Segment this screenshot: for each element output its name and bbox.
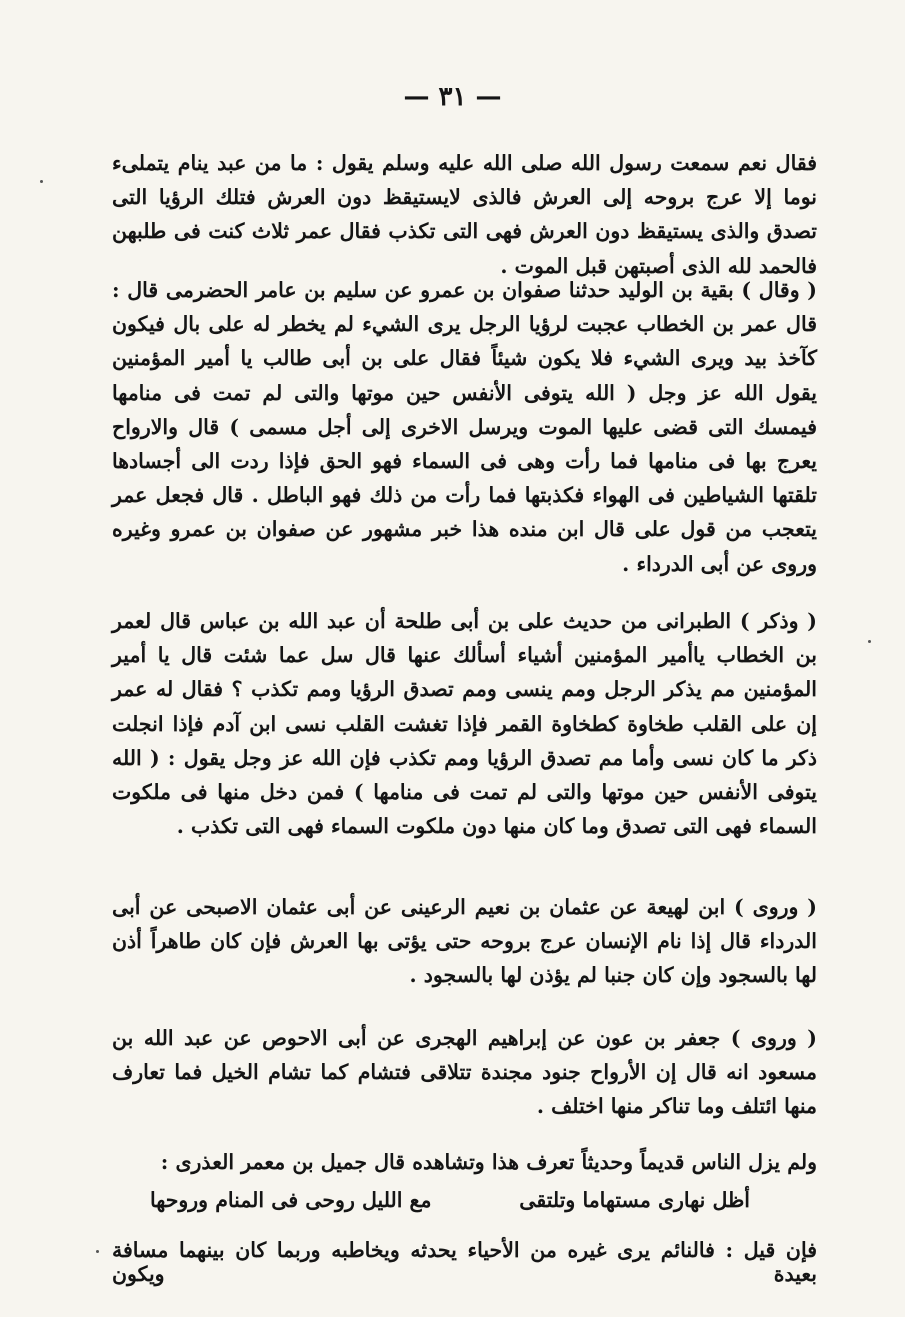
- paragraph-text: ( وذكر ) الطبرانى من حديث على بن أبى طلحة أن عبد الله بن عباس قال لعمر بن الخطاب ياأمير المؤمنين أشياء أسألك عنها قال سل عما شئت قال يا أمير المؤمنين مم يذكر الرجل ومم ينسى ومم تصدق الرؤيا ومم تكذب ؟ فقال له عمر إن على القلب طخاوة كطخاوة القمر فإذا تغشت القلب نسى ابن آدم فإذا انجلت ذكر ما كان نسى وأما مم تصدق الرؤيا ومم تكذب فإن الله عز وجل يقول : ( الله يتوفى الأنفس حين موتها والتى لم تمت فى منامها ) فمن دخل منها فى ملكوت السماء فهى التى تصدق وما كان منها دون ملكوت السماء فهى التى تكذب .: [112, 609, 817, 839]
- paragraph-text: فقال نعم سمعت رسول الله صلى الله عليه وسلم يقول : ما من عبد ينام يتملىء نوما إلا عرج بروحه إلى العرش فالذى لايستيقظ دون العرش فتلك الرؤيا التى تصدق والذى يستيقظ دون العرش فهى التى تكذب فقال عمر ثلاث كنت فى طلبهن فالحمد لله الذى أصبتهن قبل الموت .: [112, 151, 817, 278]
- paper-speck: [96, 1250, 99, 1253]
- page-number: — ٣١ —: [403, 82, 502, 112]
- paragraph: [112, 273, 817, 581]
- paragraph-text: ( وقال ) بقية بن الوليد حدثنا صفوان بن عمرو عن سليم بن عامر الحضرمى قال : قال عمر بن الخطاب عجبت لرؤيا الرجل يرى الشيء لم يخطر له على بال فيكون كآخذ بيد ويرى الشيء فلا يكون شيئاً فقال على بن أبى طالب يا أمير المؤمنين يقول الله عز وجل ( الله يتوفى الأنفس حين موتها والتى لم تمت فى منامها فيمسك التى قضى عليها الموت ويرسل الاخرى إلى أجل مسمى ) قال والارواح يعرج بها فى منامها فما رأت وهى فى السماء فهو الحق فإذا ردت الى أجسادها تلقتها الشياطين فى الهواء فكذبتها فما رأت من ذلك فهو الباطل . قال فجعل عمر يتعجب من قول على قال ابن منده هذا خبر مشهور عن صفوان بن عمرو وغيره وروى عن أبى الدرداء .: [112, 278, 817, 576]
- paragraph-text: ( وروى ) ابن لهيعة عن عثمان بن نعيم الرعينى عن أبى عثمان الاصبحى عن أبى الدرداء قال إذا نام الإنسان عرج بروحه حتى يؤتى بها العرش فإن كان طاهراً أذن لها بالسجود وإن كان جنبا لم يؤذن لها بالسجود .: [112, 895, 817, 988]
- verse-second-hemistich: مع الليل روحى فى المنام وروحها: [150, 1188, 432, 1212]
- poem-verse: [150, 1188, 750, 1212]
- paragraph: [112, 146, 817, 283]
- paragraph: [112, 890, 817, 993]
- verse-intro: ولم يزل الناس قديماً وحديثاً تعرف هذا وتشاهده قال جميل بن معمر العذرى :: [160, 1150, 817, 1174]
- paper-speck: [868, 640, 871, 643]
- paragraph: [112, 604, 817, 843]
- paragraph-text: ( وروى ) جعفر بن عون عن إبراهيم الهجرى عن أبى الاحوص عن عبد الله بن مسعود انه قال إن الأرواح جنود مجندة تتلاقى فتشام كما تشام الخيل فما تعارف منها ائتلف وما تناكر منها اختلف .: [112, 1026, 817, 1119]
- closing-line: فإن قيل : فالنائم يرى غيره من الأحياء يحدثه ويخاطبه وربما كان بينهما مسافة بعيدة ويكون: [112, 1238, 817, 1286]
- paper-speck: [40, 180, 43, 183]
- paragraph: [112, 1021, 817, 1124]
- verse-first-hemistich: أظل نهارى مستهاما وتلتقى: [519, 1188, 750, 1212]
